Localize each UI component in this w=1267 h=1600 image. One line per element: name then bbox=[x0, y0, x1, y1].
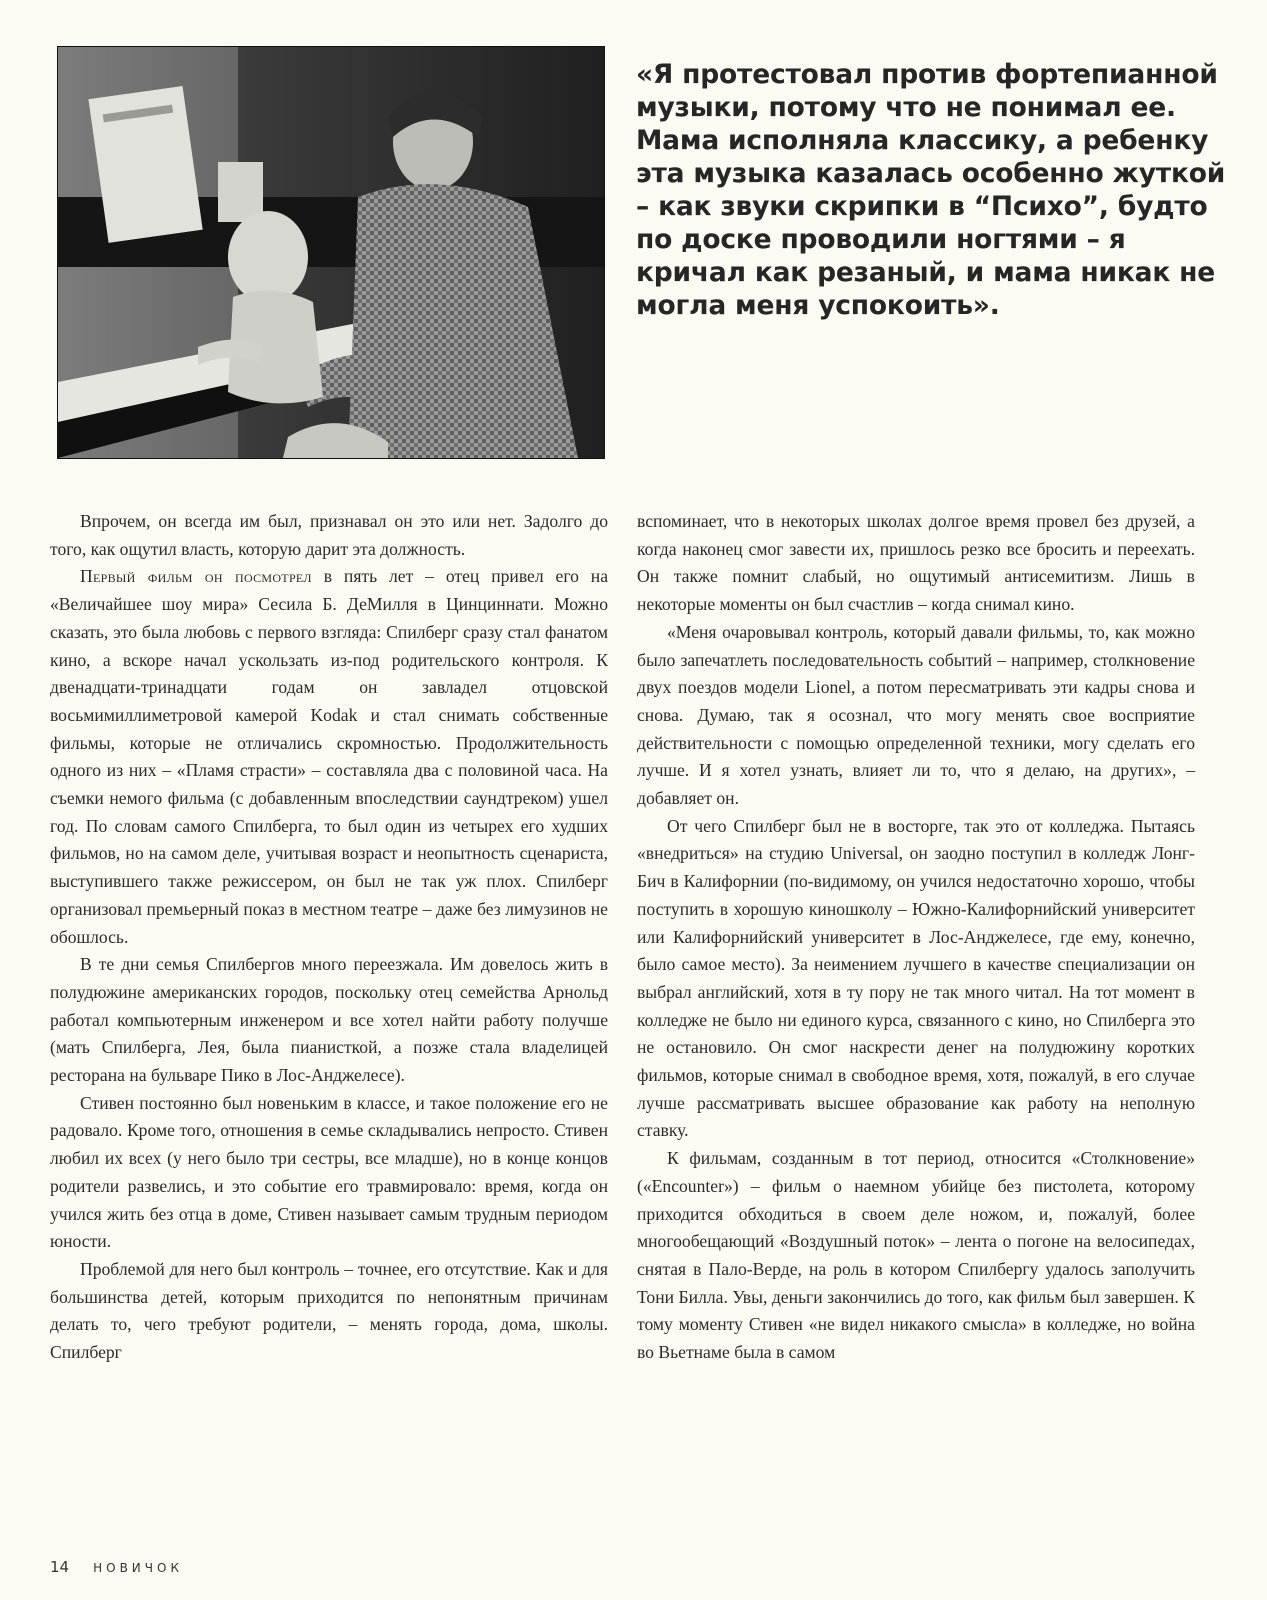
paragraph: вспоминает, что в некоторых школах долгое время провел без друзей, а когда наконец смог завести их, пришлось резко все бросить и переехать. Он также помнит слабый, но ощутимый антисемитизм. Лишь в некоторые моменты он был счастлив – когда снимал кино. bbox=[637, 511, 1195, 615]
paragraph: Проблемой для него был контроль – точнее, его отсутствие. Как и для большинства детей, которым приходится по непонятным причинам делать то, чего требуют родители, – менять города, дома, школы. Спилберг bbox=[50, 1258, 608, 1363]
pull-quote-text: «Я протестовал против фортепианной музыки, потому что не понимал ее. Мама исполняла классику, а ребенку эта музыка казалась особенно жуткой – как звуки скрипки в “Психо”, будто по доске проводили ногтями – я кричал как резаный, и мама никак не могла меня успокоить». bbox=[636, 59, 1226, 321]
article-column-right bbox=[637, 508, 1195, 1367]
paragraph: Стивен постоянно был новеньким в классе, и такое положение его не радовало. Кроме того, отношения в семье складывались непросто. Стивен любил их всех (у него было три сестры, все младше), но в конце концов родители развелись, и это событие его травмировало: время, когда он учился жить без отца в доме, Стивен называет самым трудным периодом юности. bbox=[50, 1092, 608, 1252]
pull-quote bbox=[636, 58, 1236, 322]
lead-in: Первый фильм он посмотрел bbox=[80, 566, 312, 587]
article-column-left bbox=[50, 508, 608, 1367]
paragraph: Впрочем, он всегда им был, признавал он это или нет. Задолго до того, как ощутил власть, которую дарит эта должность. bbox=[50, 511, 608, 559]
section-title: НОВИЧОК bbox=[93, 1561, 183, 1575]
page-footer bbox=[50, 1558, 183, 1576]
paragraph-text: в пять лет – отец привел его на «Величайшее шоу мира» Сесила Б. ДеМилля в Цинциннати. Можно сказать, это была любовь с первого взгляда: Спилберг сразу стал фанатом кино, а вскоре начал ускользать из-под родительского контроля. К двенадцати-тринадцати годам он завладел отцовской восьмимиллиметровой камерой Kodak и стал снимать собственные фильмы, которые не отличались скромностью. Продолжительность одного из них – «Пламя страсти» – составляла два с половиной часа. На съемки немого фильма (с добавленным впоследствии саундтреком) ушел год. По словам самого Спилберга, то был один из четырех его худших фильмов, но на самом деле, учитывая возраст и неопытность сценариста, выступившего также режиссером, он был не так уж плох. Спилберг организовал премьерный показ в местном театре – даже без лимузинов не обошлось. bbox=[50, 566, 608, 947]
paragraph: В те дни семья Спилбергов много переезжала. Им довелось жить в полудюжине американских городов, поскольку отец семейства Арнольд работал компьютерным инженером и все хотел найти работу получше (мать Спилберга, Лея, была пианисткой, а позже стала владелицей ресторана на бульваре Пико в Лос-Анджелесе). bbox=[50, 954, 608, 1086]
paragraph: «Меня очаровывал контроль, который давали фильмы, то, как можно было запечатлеть последовательность событий – например, столкновение двух поездов модели Lionel, а потом пересматривать эти кадры снова и снова. Думаю, так я осознал, что могу менять свое восприятие действительности с помощью определенной техники, могу сделать его лучше. И я хотел узнать, влияет ли то, что я делаю, на других», – добавляет он. bbox=[637, 621, 1195, 809]
photo-mother-and-child-at-piano bbox=[57, 46, 605, 459]
page-number: 14 bbox=[50, 1558, 70, 1576]
paragraph: К фильмам, созданным в тот период, относится «Столкновение» («Encounter») – фильм о наемном убийце без пистолета, которому приходится обходиться в своем деле ножом, и, пожалуй, более многообещающий «Воздушный поток» – лента о погоне на велосипедах, снятая в Пало-Верде, на роль в котором Спилбергу удалось заполучить Тони Билла. Увы, деньги закончились до того, как фильм был завершен. К тому моменту Стивен «не видел никакого смысла» в колледже, но война во Вьетнаме была в самом bbox=[637, 1148, 1195, 1363]
photo-image bbox=[58, 47, 604, 458]
paragraph: От чего Спилберг был не в восторге, так это от колледжа. Пытаясь «внедриться» на студию Universal, он заодно поступил в колледж Лонг-Бич в Калифорнии (по-видимому, он учился недостаточно хорошо, чтобы поступить в хорошую киношколу – Южно-Калифорнийский университет или Калифорнийский университет в Лос-Анджелесе, где ему, конечно, было самое место). За неимением лучшего в качестве специализации он выбрал английский, хотя в ту пору не так много читал. На тот момент в колледже не было ни единого курса, связанного с кино, но Спилберга это не остановило. Он смог наскрести денег на полудюжину коротких фильмов, которые снимал в свободное время, хотя, пожалуй, в его случае лучше рассматривать высшее образование как работу на неполную ставку. bbox=[637, 815, 1195, 1141]
paragraph bbox=[50, 563, 608, 951]
